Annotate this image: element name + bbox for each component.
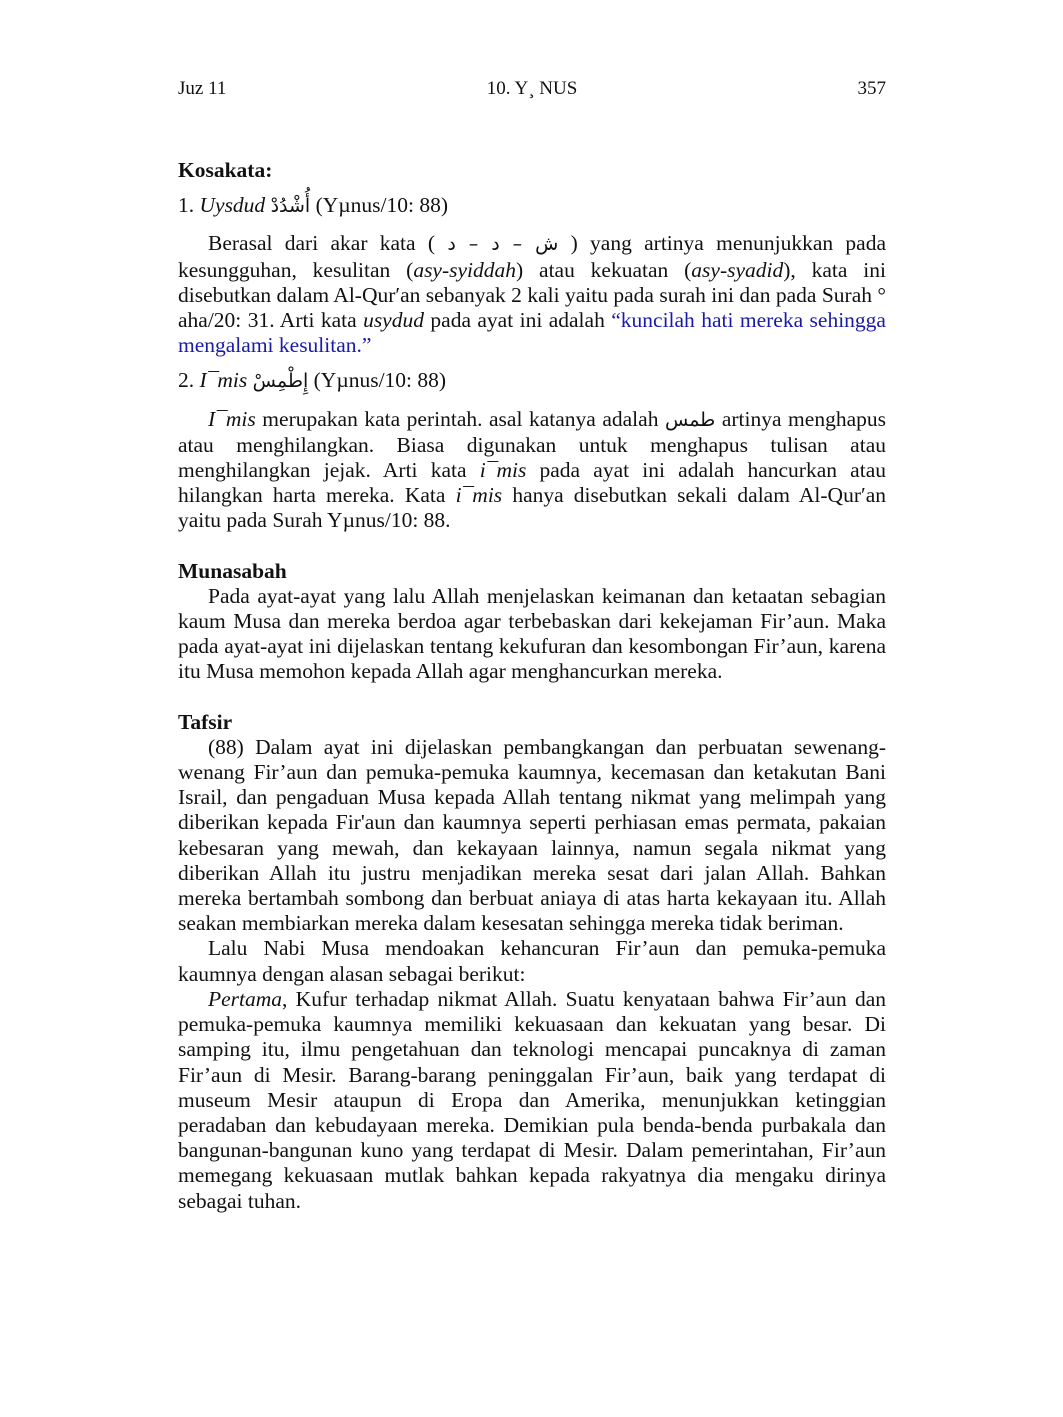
- text-segment: artinya menghapus atau menghilangkan. Biasa digunakan untuk menghapus tulisan atau menghilangkan jejak. Arti kata: [178, 406, 886, 483]
- text-segment: hanya disebutkan sekali dalam Al-Qur′an yaitu pada Surah Yµnus/10: 88.: [178, 483, 886, 533]
- vocab-number: 2.: [178, 368, 200, 393]
- text-segment: merupakan kata perintah. asal katanya adalah: [255, 406, 665, 431]
- header-surah: 10. Y¸ NUS: [486, 78, 578, 99]
- running-header: [178, 76, 886, 102]
- vocab-term: I¯mis: [199, 368, 248, 393]
- tafsir-heading: Tafsir: [178, 709, 233, 734]
- vocab-item-2-explanation: [178, 407, 886, 534]
- page-body: [178, 158, 886, 1214]
- arabic-term: أُشْدُدْ: [270, 195, 311, 218]
- tafsir-paragraph-2: Lalu Nabi Musa mendoakan kehancuran Fir’aun dan pemuka-pemuka kaumnya dengan alasan sebagai berikut:: [178, 936, 886, 986]
- vocab-ref: (Yµnus/10: 88): [313, 368, 447, 393]
- arabic-term: إِطْمِسْ: [252, 370, 309, 393]
- italic-term: asy-syadid: [691, 257, 784, 282]
- meaning-quote: “kuncilah hati mereka sehingga mengalami kesulitan.”: [178, 308, 886, 358]
- vocab-term: Uysdud: [199, 193, 266, 218]
- text-segment: pada ayat ini adalah: [423, 308, 612, 333]
- italic-term: Pertama: [208, 986, 283, 1011]
- vocab-ref: (Yµnus/10: 88): [315, 193, 449, 218]
- text-segment: , Kufur terhadap nikmat Allah. Suatu kenyataan bahwa Fir’aun dan pemuka-pemuka kaumnya memiliki kekuasaan dan kekuatan yang besar. Di samping itu, ilmu pengetahuan dan teknologi mencapai puncaknya di zaman Fir’aun di Mesir. Barang-barang peninggalan Fir’aun, baik yang terdapat di museum Mesir ataupun di Eropa dan Amerika, menunjukkan ketinggian peradaban dan kebudayaan mereka. Demikian pula benda-benda purbakala dan bangunan-bangunan kuno yang terdapat di Mesir. Dalam pemerintahan, Fir’aun memegang kekuasaan mutlak bahkan kepada rakyatnya dia mengaku dirinya sebagai tuhan.: [178, 986, 886, 1213]
- text-segment: ) atau kekuatan (: [516, 257, 692, 282]
- text-segment: ), kata ini disebutkan dalam Al-Qur′an sebanyak 2 kali yaitu pada surah ini dan pada Surah ° aha/20: 31. Arti kata: [178, 257, 886, 333]
- text-segment: pada ayat ini adalah hancurkan atau hilangkan harta mereka. Kata: [178, 458, 886, 508]
- italic-term: I¯mis: [208, 406, 256, 431]
- tafsir-paragraph-1: (88) Dalam ayat ini dijelaskan pembangkangan dan perbuatan sewenang-wenang Fir’aun dan pemuka-pemuka kaumnya, kecemasan dan ketakutan Bani Israil, dan pengaduan Musa kepada Allah tentang nikmat yang melimpah yang diberikan kepada Fir'aun dan kaumnya seperti perhiasan emas permata, pakaian kebesaran yang mewah, dan kekayaan lainnya, namun segala nikmat yang diberikan Allah itu justru menjadikan mereka sesat dari jalan Allah. Bahkan mereka bertambah sombong dan berbuat aniaya di atas harta kekayaan itu. Allah seakan membiarkan mereka dalam kesesatan sehingga mereka tidak beriman.: [178, 734, 886, 936]
- arabic-root: طمس: [664, 408, 716, 431]
- italic-term: i¯mis: [455, 483, 503, 508]
- vocab-item-1-title: [178, 193, 886, 219]
- vocab-item-2-title: [178, 368, 886, 394]
- italic-term: i¯mis: [479, 458, 527, 483]
- munasabah-text: Pada ayat-ayat yang lalu Allah menjelaskan keimanan dan ketaatan sebagian kaum Musa dan mereka berdoa agar terbebaskan dari kekejaman Fir’aun. Maka pada ayat-ayat ini dijelaskan tentang kekufuran dan kesombongan Fir’aun, karena itu Musa memohon kepada Allah agar menghancurkan mereka.: [178, 583, 886, 684]
- italic-term: asy-syiddah: [413, 257, 517, 282]
- arabic-root: ش – د – د: [447, 233, 559, 256]
- vocab-item-1-explanation: [178, 231, 886, 358]
- page-number: 357: [857, 78, 886, 99]
- kosakata-heading: Kosakata:: [178, 158, 273, 182]
- text-segment: ) yang artinya menunjukkan pada kesungguhan, kesulitan (: [178, 231, 887, 282]
- italic-term: usydud: [363, 308, 424, 333]
- text-segment: Berasal dari akar kata (: [208, 231, 436, 256]
- tafsir-paragraph-3: [178, 987, 886, 1214]
- header-juz: Juz 11: [178, 78, 227, 99]
- munasabah-heading: Munasabah: [178, 558, 287, 583]
- vocab-number: 1.: [178, 193, 200, 218]
